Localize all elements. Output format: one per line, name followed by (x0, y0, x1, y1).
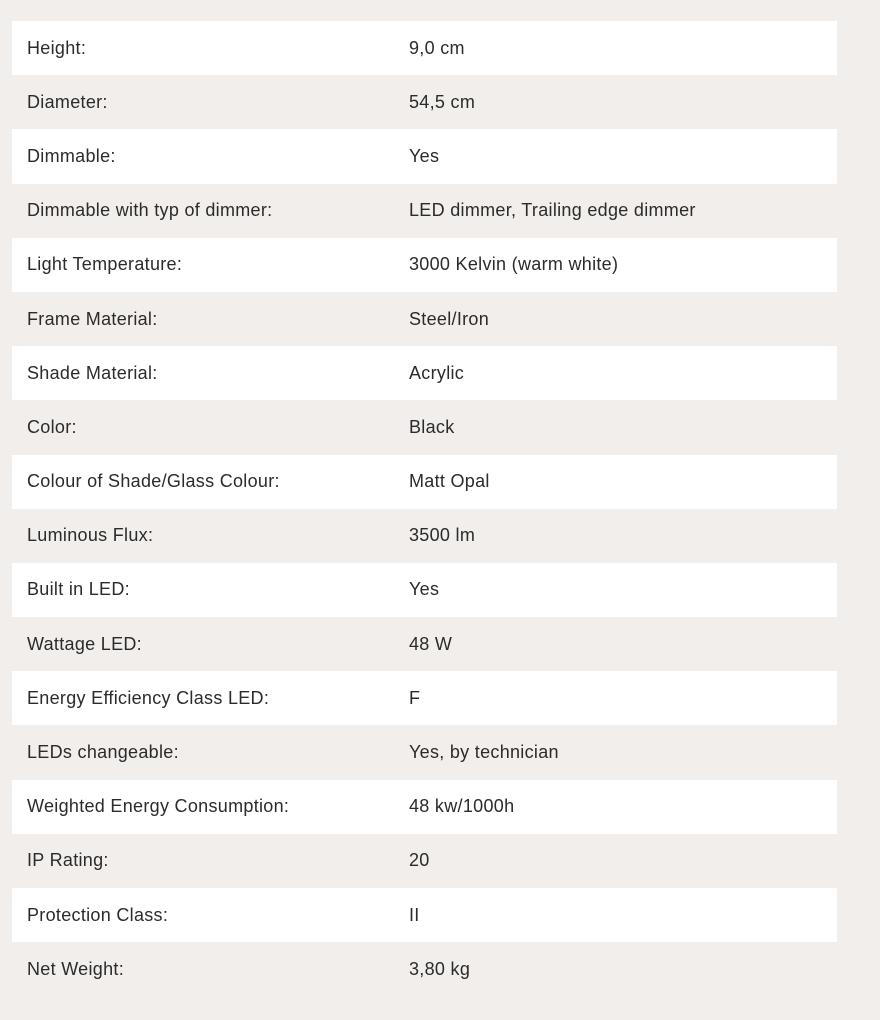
spec-label: Protection Class: (27, 904, 169, 925)
spec-label: Colour of Shade/Glass Colour: (27, 471, 280, 492)
spec-label: Net Weight: (27, 958, 125, 979)
spec-row-frame-material (12, 292, 837, 346)
spec-value: Yes (409, 145, 440, 166)
spec-label: Luminous Flux: (27, 525, 154, 546)
spec-value: II (409, 904, 420, 925)
spec-value: 3,80 kg (409, 958, 471, 979)
spec-row-protection-class (12, 888, 837, 942)
spec-table (12, 21, 837, 996)
spec-label: Light Temperature: (27, 254, 183, 275)
spec-row-color (12, 400, 837, 454)
spec-value: F (409, 687, 421, 708)
spec-value: Black (409, 416, 455, 437)
spec-row-built-in-led (12, 563, 837, 617)
spec-value: Yes, by technician (409, 742, 559, 763)
spec-label: Wattage LED: (27, 633, 142, 654)
spec-label: IP Rating: (27, 850, 109, 871)
spec-value: Yes (409, 579, 440, 600)
spec-row-light-temperature (12, 238, 837, 292)
spec-value: Matt Opal (409, 471, 490, 492)
spec-label: Built in LED: (27, 579, 130, 600)
spec-row-ip-rating (12, 834, 837, 888)
spec-row-luminous-flux (12, 509, 837, 563)
spec-value: Steel/Iron (409, 308, 490, 329)
spec-label: LEDs changeable: (27, 742, 179, 763)
spec-label: Dimmable with typ of dimmer: (27, 200, 273, 221)
spec-value: 48 kw/1000h (409, 796, 515, 817)
spec-value: 54,5 cm (409, 91, 476, 112)
spec-row-net-weight (12, 942, 837, 996)
spec-row-diameter (12, 75, 837, 129)
spec-value: 20 (409, 850, 430, 871)
spec-value: 9,0 cm (409, 37, 465, 58)
spec-row-shade-material (12, 346, 837, 400)
spec-row-energy-class (12, 671, 837, 725)
spec-label: Diameter: (27, 91, 108, 112)
spec-value: 3000 Kelvin (warm white) (409, 254, 619, 275)
spec-row-shade-colour (12, 455, 837, 509)
spec-label: Frame Material: (27, 308, 158, 329)
spec-label: Energy Efficiency Class LED: (27, 687, 270, 708)
spec-value: Acrylic (409, 362, 465, 383)
spec-row-energy-consumption (12, 780, 837, 834)
spec-label: Color: (27, 416, 77, 437)
spec-row-height (12, 21, 837, 75)
spec-label: Shade Material: (27, 362, 158, 383)
spec-label: Weighted Energy Consumption: (27, 796, 290, 817)
spec-row-leds-changeable (12, 725, 837, 779)
spec-value: 3500 lm (409, 525, 476, 546)
spec-label: Height: (27, 37, 87, 58)
spec-row-wattage-led (12, 617, 837, 671)
spec-value: 48 W (409, 633, 453, 654)
spec-label: Dimmable: (27, 145, 116, 166)
spec-row-dimmer-type (12, 184, 837, 238)
spec-value: LED dimmer, Trailing edge dimmer (409, 200, 696, 221)
spec-row-dimmable (12, 129, 837, 183)
